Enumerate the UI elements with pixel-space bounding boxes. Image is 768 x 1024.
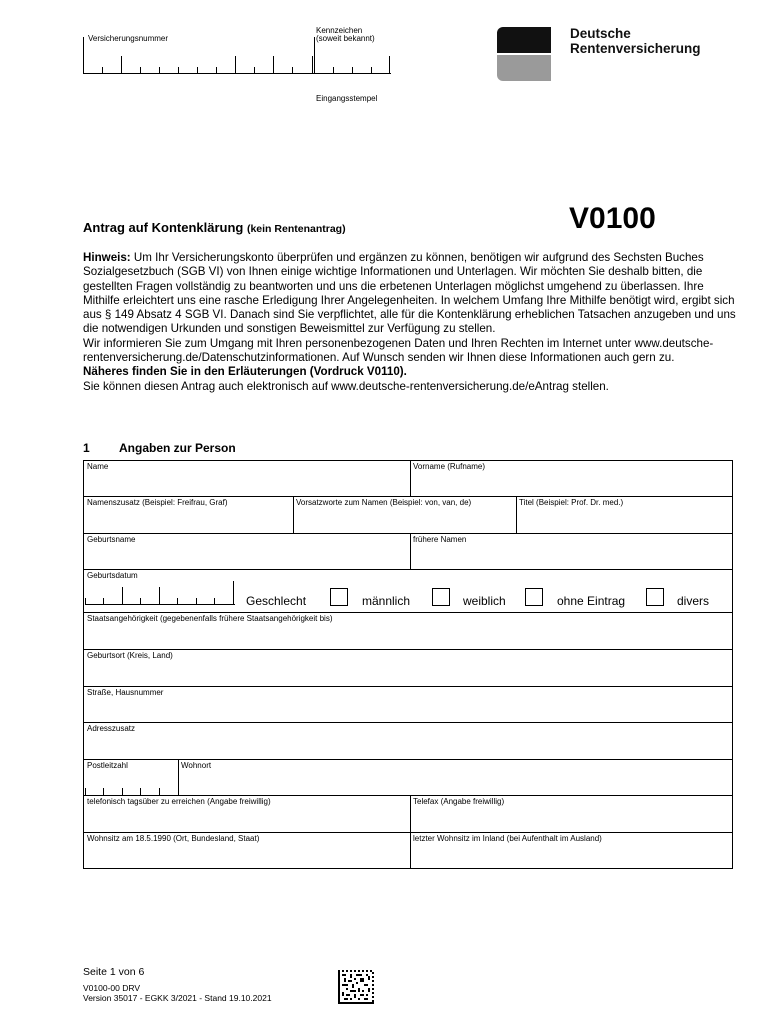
geburtsdatum-label: Geburtsdatum — [87, 571, 138, 580]
vorname-field[interactable]: Vorname (Rufname) — [413, 462, 486, 471]
title-sub: (kein Rentenantrag) — [246, 223, 346, 235]
row-divider — [84, 759, 732, 760]
comb-tick — [389, 56, 390, 74]
adresszusatz-field[interactable]: Adresszusatz — [87, 724, 136, 733]
gender-divers-checkbox[interactable] — [646, 588, 664, 606]
page-title — [83, 220, 346, 235]
row-divider — [84, 795, 732, 796]
gender-female-label: weiblich — [463, 594, 506, 608]
comb-tick — [233, 581, 234, 605]
title-main: Antrag auf Kontenklärung — [83, 220, 244, 235]
logo-line-1: Deutsche — [570, 26, 631, 41]
online-paragraph: Sie können diesen Antrag auch elektronisch auf www.deutsche-rentenversicherung.de/eAntrag stellen. — [83, 379, 609, 393]
logo-top-block — [497, 27, 551, 53]
comb-baseline — [83, 73, 314, 74]
gender-none-checkbox[interactable] — [525, 588, 543, 606]
comb-tick — [235, 56, 236, 74]
comb-tick — [273, 56, 274, 74]
gender-none-label: ohne Eintrag — [557, 594, 626, 608]
version-line: Version 35017 - EGKK 3/2021 - Stand 19.10.2021 — [83, 993, 272, 1003]
logo-text — [570, 26, 701, 56]
logo-bottom-block — [497, 55, 551, 81]
staatsangehoerigkeit-field[interactable]: Staatsangehörigkeit (gegebenenfalls frühere Staatsangehörigkeit bis) — [87, 614, 333, 623]
section-title: Angaben zur Person — [119, 441, 236, 455]
col-divider — [410, 533, 411, 569]
row-divider — [84, 832, 732, 833]
postleitzahl-label: Postleitzahl — [87, 761, 128, 770]
comb-baseline — [85, 604, 235, 605]
col-divider — [410, 461, 411, 496]
page-number: Seite 1 von 6 — [83, 966, 145, 978]
personal-data-grid — [83, 460, 733, 869]
geburtsort-field[interactable]: Geburtsort (Kreis, Land) — [87, 651, 173, 660]
col-divider — [410, 795, 411, 869]
wohnsitz-1990-field[interactable]: Wohnsitz am 18.5.1990 (Ort, Bundesland, Staat) — [87, 834, 260, 843]
geburtsdatum-field[interactable] — [85, 581, 235, 605]
comb-tick — [312, 56, 313, 74]
datamatrix-code-icon — [338, 970, 374, 1004]
comb-tick — [159, 788, 160, 795]
comb-tick — [121, 56, 122, 74]
comb-tick — [122, 788, 123, 795]
row-divider — [84, 722, 732, 723]
row-divider — [84, 649, 732, 650]
comb-tick — [83, 37, 84, 74]
vorsatzworte-field[interactable]: Vorsatzworte zum Namen (Beispiel: von, van, de) — [296, 498, 472, 507]
postleitzahl-field[interactable] — [85, 788, 178, 795]
form-ref-line: V0100-00 DRV — [83, 983, 141, 993]
section-number: 1 — [83, 441, 90, 455]
receipt-stamp-label: Eingangsstempel — [316, 94, 378, 103]
telefax-field[interactable]: Telefax (Angabe freiwillig) — [413, 797, 505, 806]
insurance-number-field[interactable] — [83, 34, 314, 74]
col-divider — [178, 759, 179, 795]
letzter-wohnsitz-field[interactable]: letzter Wohnsitz im Inland (bei Aufenthalt im Ausland) — [413, 834, 602, 843]
hinweis-text: Um Ihr Versicherungskonto überprüfen und ergänzen zu können, benötigen wir aufgrund des Sechsten Buches Sozialgesetzbuch (SGB VI) von Ihnen einige wichtige Informationen und Unterlagen. Wir möchten Sie deshalb bitten, die gestellten Fragen vollständig zu beantworten und uns die erbetenen Unterlagen möglichst umgehend zu überlassen. Ihre Mithilfe erleichtert uns eine rasche Erledigung Ihrer Angelegenheiten. In welchem Umfang Ihre Mithilfe benötigt wird, ergibt sich aus § 149 Absatz 4 SGB VI. Danach sind Sie verpflichtet, alle für die Kontenklärung erheblichen Tatsachen anzugeben und uns die notwendigen Urkunden und sonstigen Beweismittel zur Verfügung zu stellen. — [83, 251, 736, 336]
titel-field[interactable]: Titel (Beispiel: Prof. Dr. med.) — [519, 498, 624, 507]
telefon-field[interactable]: telefonisch tagsüber zu erreichen (Angabe freiwillig) — [87, 797, 271, 806]
wohnort-field[interactable]: Wohnort — [181, 761, 212, 770]
row-divider — [84, 686, 732, 687]
strasse-field[interactable]: Straße, Hausnummer — [87, 688, 164, 697]
gender-divers-label: divers — [677, 594, 710, 608]
insurance-number-label: Versicherungsnummer — [88, 34, 169, 43]
privacy-paragraph: Wir informieren Sie zum Umgang mit Ihren personenbezogenen Daten und Ihren Rechten im Internet unter www.deutsche-rentenversicherung.de/Datenschutzinformationen. Auf Wunsch senden wir Ihnen diese Informationen auch gern zu. — [83, 336, 714, 365]
comb-tick — [140, 788, 141, 795]
drv-logo-icon — [497, 27, 551, 81]
row-divider — [84, 496, 732, 497]
logo-line-2: Rentenversicherung — [570, 41, 701, 56]
hinweis-paragraph — [83, 251, 743, 337]
form-code: V0100 — [569, 202, 656, 235]
fruehere-namen-field[interactable]: frühere Namen — [413, 535, 467, 544]
details-bold: Näheres finden Sie in den Erläuterungen (Vordruck V0110). — [83, 365, 407, 379]
gender-female-checkbox[interactable] — [432, 588, 450, 606]
identifier-label-sub: (soweit bekannt) — [316, 34, 375, 44]
gender-label: Geschlecht — [246, 594, 307, 608]
geburtsname-field[interactable]: Geburtsname — [87, 535, 136, 544]
namenszusatz-field[interactable]: Namenszusatz (Beispiel: Freifrau, Graf) — [87, 498, 228, 507]
form-reference — [83, 983, 272, 1003]
comb-tick — [314, 37, 315, 74]
col-divider — [516, 496, 517, 533]
hinweis-label: Hinweis: — [83, 251, 131, 264]
comb-tick — [122, 587, 123, 605]
row-divider — [84, 612, 732, 613]
comb-tick — [103, 788, 104, 795]
identifier-field[interactable] — [314, 34, 391, 74]
comb-tick — [85, 788, 86, 795]
row-divider — [84, 569, 732, 570]
gender-male-checkbox[interactable] — [330, 588, 348, 606]
comb-tick — [159, 587, 160, 605]
comb-baseline — [314, 73, 391, 74]
identifier-label-main: Kennzeichen — [316, 26, 363, 35]
name-field[interactable]: Name — [87, 462, 109, 471]
intro-text — [83, 251, 743, 394]
gender-male-label: männlich — [362, 594, 411, 608]
row-divider — [84, 533, 732, 534]
details-paragraph — [83, 365, 743, 379]
col-divider — [293, 496, 294, 533]
